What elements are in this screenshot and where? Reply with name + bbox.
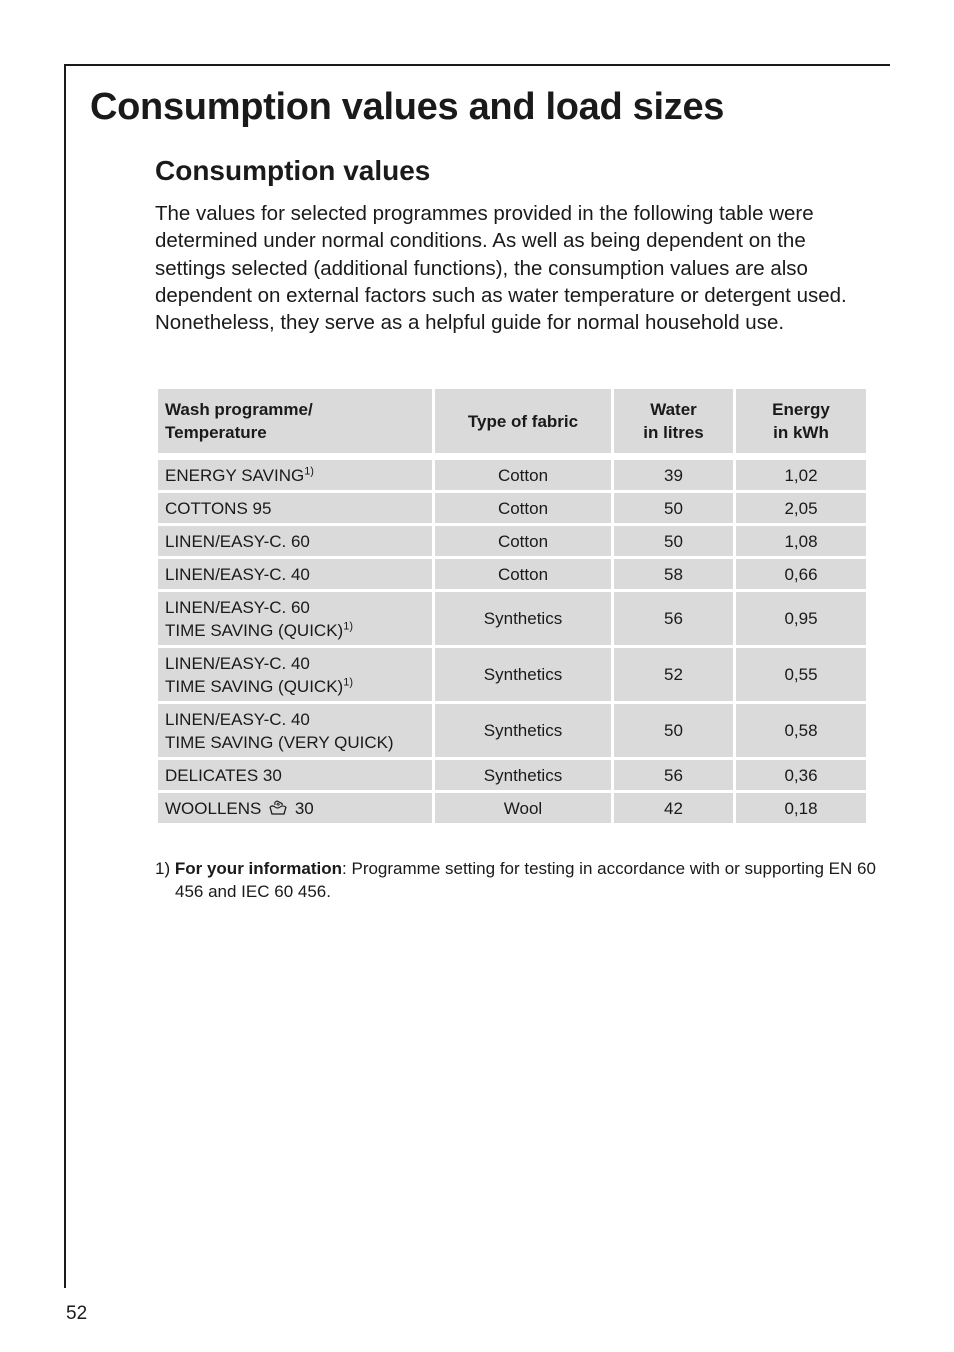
header-water [613, 388, 735, 455]
header-programme-line1: Wash programme/ [165, 400, 313, 419]
programme-option: TIME SAVING (QUICK) [165, 676, 344, 696]
cell-programme: COTTONS 95 [157, 492, 434, 525]
header-energy-line2: in kWh [773, 423, 829, 442]
consumption-table [155, 386, 869, 826]
cell-water: 50 [613, 703, 735, 759]
cell-water: 50 [613, 525, 735, 558]
cell-water: 52 [613, 647, 735, 703]
footnote-ref: 1) [304, 464, 314, 477]
header-energy [735, 388, 868, 455]
cell-fabric: Cotton [434, 492, 613, 525]
table-row [157, 492, 868, 525]
cell-energy: 0,55 [735, 647, 868, 703]
programme-name: ENERGY SAVING [165, 465, 305, 485]
cell-fabric: Cotton [434, 558, 613, 591]
footnote-ref: 1) [343, 675, 353, 688]
cell-water: 42 [613, 792, 735, 825]
cell-energy: 0,36 [735, 759, 868, 792]
cell-programme [157, 647, 434, 703]
programme-name: LINEN/EASY-C. 40 [165, 709, 310, 729]
footnote-marker: 1) [155, 859, 171, 878]
table-row [157, 703, 868, 759]
header-fabric: Type of fabric [434, 388, 613, 455]
cell-energy: 0,18 [735, 792, 868, 825]
header-energy-line1: Energy [772, 400, 830, 419]
table-header-row [157, 388, 868, 455]
footnote [155, 857, 887, 903]
header-programme [157, 388, 434, 455]
cell-fabric: Synthetics [434, 703, 613, 759]
cell-programme [157, 792, 434, 825]
table-row [157, 759, 868, 792]
cell-fabric: Wool [434, 792, 613, 825]
cell-programme [157, 591, 434, 647]
table-row [157, 525, 868, 558]
cell-energy: 2,05 [735, 492, 868, 525]
cell-water: 39 [613, 459, 735, 492]
programme-name: LINEN/EASY-C. 60 [165, 597, 310, 617]
cell-fabric: Cotton [434, 525, 613, 558]
intro-paragraph: The values for selected programmes provided in the following table were determined under normal conditions. As well as being dependent on the settings selected (additional functions), the consumption values are also dependent on external factors such as water temperature or detergent used. Nonetheless, they serve as a helpful guide for normal household use. [155, 202, 847, 335]
cell-water: 56 [613, 591, 735, 647]
programme-name: LINEN/EASY-C. 40 [165, 653, 310, 673]
cell-programme: DELICATES 30 [157, 759, 434, 792]
section-title: Consumption values [155, 155, 431, 186]
wool-handwash-icon [268, 800, 288, 816]
table-row [157, 459, 868, 492]
footnote-text: : Programme setting for testing in accordance with or supporting EN 60 456 and IEC 60 456. [175, 859, 876, 901]
table-row [157, 792, 868, 825]
header-water-line1: Water [650, 400, 697, 419]
table-row [157, 591, 868, 647]
frame-left-rule [64, 64, 66, 1288]
table-row [157, 558, 868, 591]
cell-water: 50 [613, 492, 735, 525]
cell-water: 58 [613, 558, 735, 591]
cell-programme: LINEN/EASY-C. 60 [157, 525, 434, 558]
cell-energy: 0,66 [735, 558, 868, 591]
page-number: 52 [66, 1303, 88, 1324]
cell-energy: 1,08 [735, 525, 868, 558]
cell-programme [157, 459, 434, 492]
programme-option: TIME SAVING (VERY QUICK) [165, 732, 394, 752]
footnote-ref: 1) [343, 619, 353, 632]
cell-programme [157, 703, 434, 759]
header-programme-line2: Temperature [165, 423, 267, 442]
footnote-label: For your information [174, 859, 343, 878]
cell-programme: LINEN/EASY-C. 40 [157, 558, 434, 591]
page-title: Consumption values and load sizes [90, 86, 725, 128]
programme-temperature: 30 [294, 798, 314, 818]
cell-fabric: Synthetics [434, 647, 613, 703]
cell-water: 56 [613, 759, 735, 792]
header-water-line2: in litres [643, 423, 704, 442]
cell-energy: 0,95 [735, 591, 868, 647]
cell-energy: 0,58 [735, 703, 868, 759]
cell-energy: 1,02 [735, 459, 868, 492]
programme-option: TIME SAVING (QUICK) [165, 620, 344, 640]
programme-name: WOOLLENS [165, 798, 262, 818]
cell-fabric: Synthetics [434, 591, 613, 647]
frame-top-rule [64, 64, 890, 66]
cell-fabric: Synthetics [434, 759, 613, 792]
cell-fabric: Cotton [434, 459, 613, 492]
table-row [157, 647, 868, 703]
